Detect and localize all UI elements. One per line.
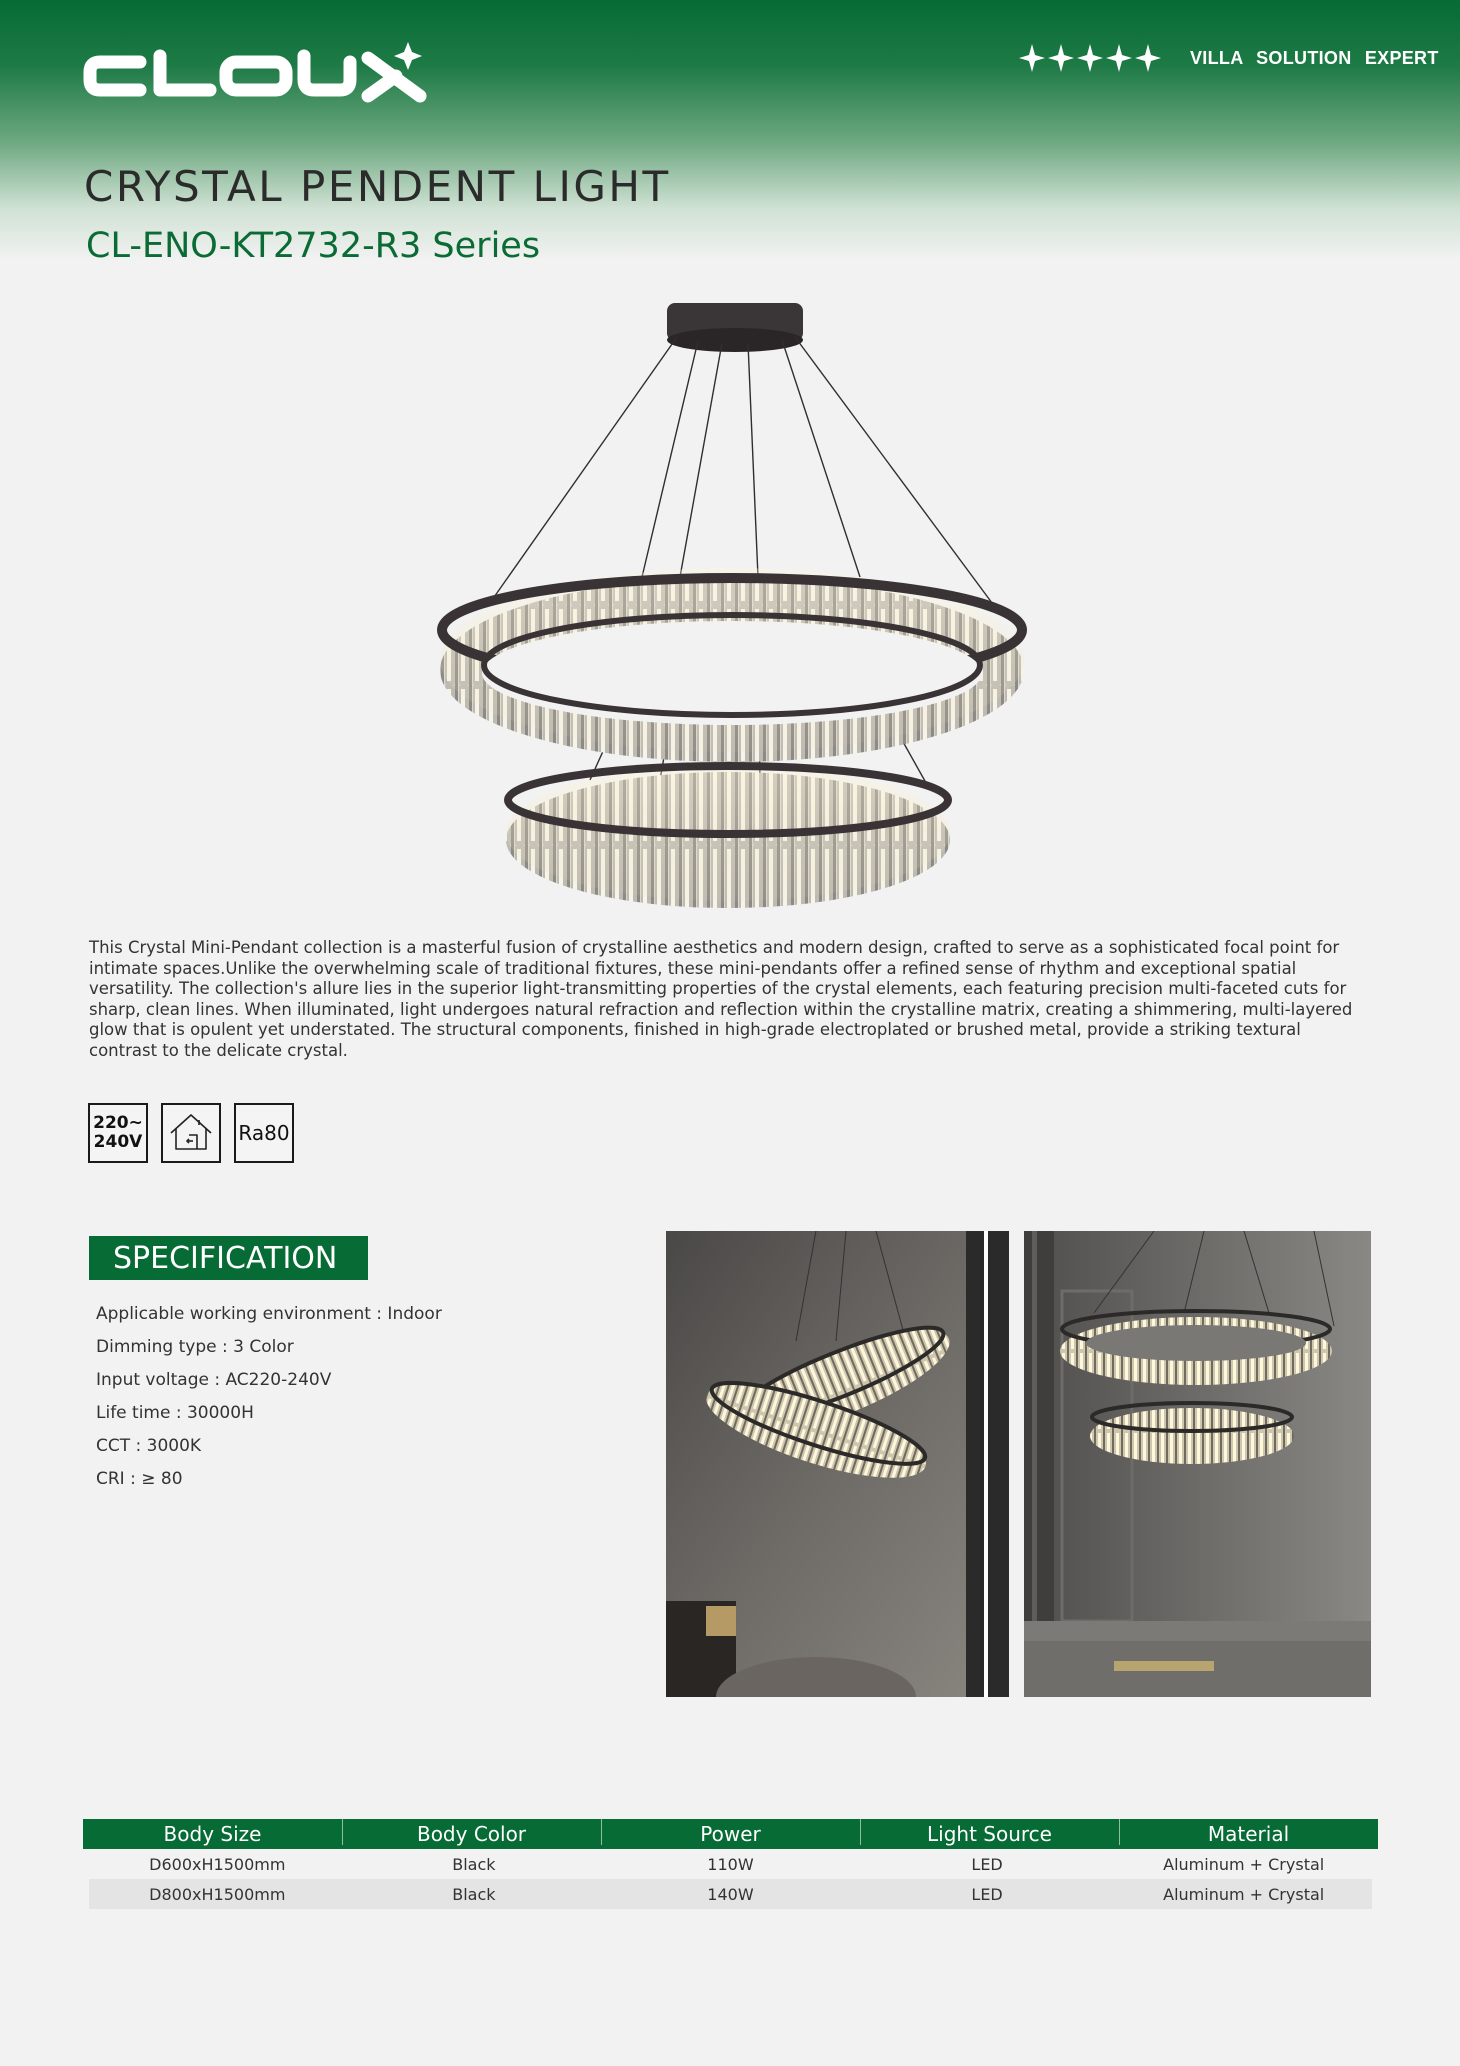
spec-item: Dimming type : 3 Color — [96, 1337, 294, 1357]
product-hero-image — [430, 285, 1030, 910]
table-cell: Aluminum + Crystal — [1163, 1854, 1325, 1874]
table-cell: 110W — [707, 1854, 754, 1874]
spec-item: CCT : 3000K — [96, 1436, 202, 1456]
product-description: This Crystal Mini-Pendant collection is a masterful fusion of crystalline aesthetics and modern design, crafted to serve as a sophisticated focal point for intimate spaces.Unlike the overwhelming scale of traditional fixtures, these mini-pendants offer a refined sense of rhythm and exceptional spatial versatility. The collection's allure lies in the superior light-transmitting properties of the crystal elements, each featuring precision multi-faceted cuts for sharp, clean lines. When illuminated, light undergoes natural refraction and reflection within the crystalline matrix, creating a shimmering, multi-layered glow that is opulent yet understated. The structural components, finished in high-grade electroplated or brushed metal, provide a striking textural contrast to the delicate crystal. — [89, 938, 1353, 1060]
cri-badge: Ra80 — [234, 1103, 294, 1163]
spec-item: CRI : ≥ 80 — [96, 1469, 183, 1489]
specification-list — [96, 1304, 442, 1502]
lifestyle-photo-two-tier — [1024, 1231, 1371, 1697]
table-cell: Black — [452, 1884, 496, 1904]
table-header-cell: Light Source — [860, 1822, 1119, 1846]
product-series: CL-ENO-KT2732-R3 Series — [86, 226, 541, 266]
table-header-cell: Body Color — [342, 1822, 601, 1846]
table-row — [89, 1849, 1372, 1879]
feature-badges — [88, 1103, 294, 1167]
spec-item: Applicable working environment : Indoor — [96, 1304, 442, 1324]
table-cell: D600xH1500mm — [149, 1854, 286, 1874]
table-cell: 140W — [707, 1884, 754, 1904]
table-cell: D800xH1500mm — [149, 1884, 286, 1904]
spec-item: Life time : 30000H — [96, 1403, 254, 1423]
table-cell: Black — [452, 1854, 496, 1874]
table-header-cell: Power — [601, 1822, 860, 1846]
five-stars-icon — [1018, 40, 1162, 76]
table-header-cell: Body Size — [163, 1822, 262, 1846]
spec-table — [83, 1819, 1378, 1909]
table-header-cell: Material — [1119, 1822, 1378, 1846]
spec-item: Input voltage : AC220-240V — [96, 1370, 332, 1390]
voltage-line2: 240V — [93, 1132, 143, 1152]
voltage-line1: 220~ — [93, 1113, 143, 1133]
voltage-badge — [88, 1103, 148, 1163]
header-band — [0, 0, 1460, 260]
table-row — [89, 1879, 1372, 1909]
table-cell: Aluminum + Crystal — [1163, 1884, 1325, 1904]
product-title: CRYSTAL PENDENT LIGHT — [84, 162, 671, 211]
lifestyle-photo-crossed-rings — [666, 1231, 1009, 1697]
cloux-logo — [82, 40, 438, 104]
tagline: VILLA SOLUTION EXPERT — [1190, 48, 1439, 68]
table-cell: LED — [971, 1884, 1003, 1904]
table-cell: LED — [971, 1854, 1003, 1874]
specification-heading: SPECIFICATION — [89, 1236, 368, 1280]
indoor-house-icon — [161, 1103, 221, 1163]
table-header — [83, 1819, 1378, 1849]
